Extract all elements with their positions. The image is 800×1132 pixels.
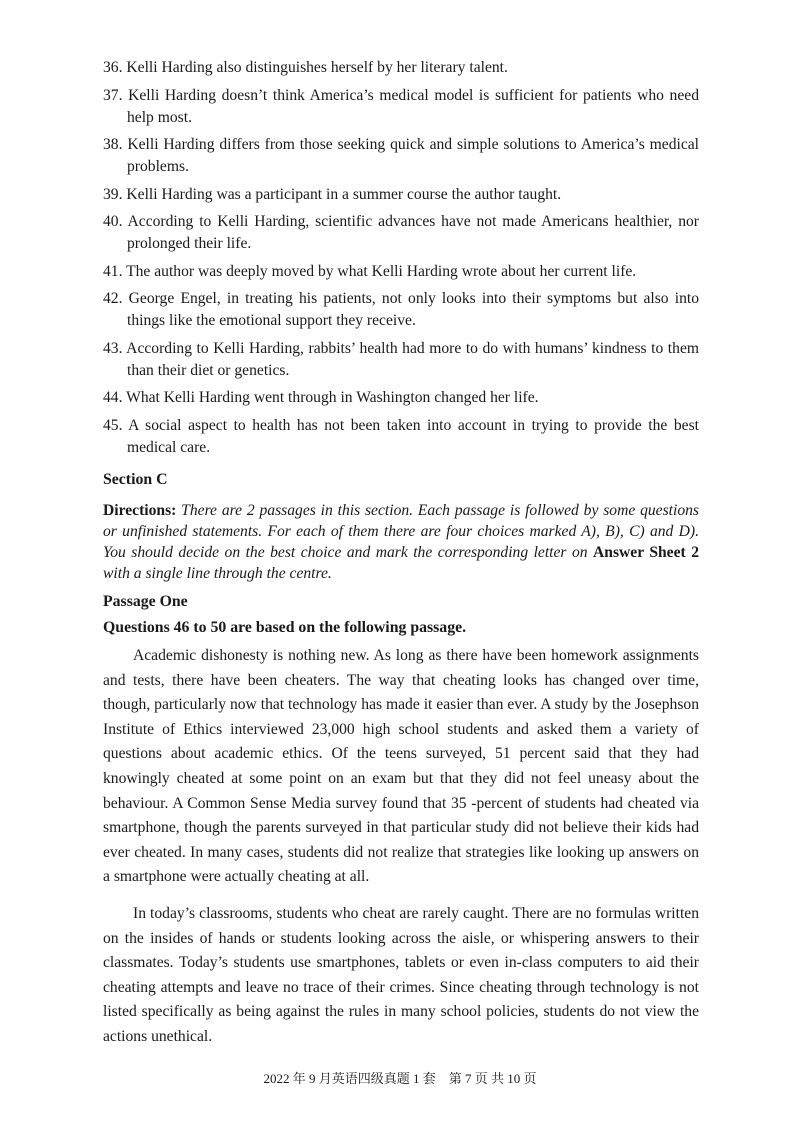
statement-36: 36. Kelli Harding also distinguishes herself by her literary talent. [103,59,508,76]
directions-label: Directions: [103,502,177,519]
directions-end: with a single line through the centre. [103,565,332,582]
answer-sheet-label: Answer Sheet 2 [593,544,699,561]
statement-44: 44. What Kelli Harding went through in Washington changed her life. [103,389,539,406]
statement-39: 39. Kelli Harding was a participant in a summer course the author taught. [103,185,562,203]
section-title: Section C [103,471,168,488]
statement-42: 42. George Engel, in treating his patients, not only looks into their symptoms but also into things like the emotional support they receive. [103,290,699,329]
paragraph-text: Academic dishonesty is nothing new. As long as there have been homework assignments and tests, there have been cheaters. The way that cheating looks has changed over time, though, particularly now that technology has made it easier than ever. A study by the Josephson Institute of Ethics interviewed 23,000 high school students and asked them a variety of questions about academic ethics. Of the teens surveyed, 51 percent said that they had knowingly cheated at some point on an exam but that they did not feel uneasy about the behaviour. A Common Sense Media survey found that 35 -percent of students had cheated via smartphone, though the parents surveyed in that particular study did not believe their kids had ever cheated. In many cases, students did not realize that strategies like looking up answers on a smartphone were actually cheating at all. [103,647,699,886]
questions-intro: Questions 46 to 50 are based on the following passage. [103,619,467,636]
statement-37: 37. Kelli Harding doesn’t think America’s medical model is sufficient for patients who need help most. [103,86,699,126]
statements-list [103,57,699,464]
passage-paragraph-2 [103,902,699,1050]
statement-45: 45. A social aspect to health has not been taken into account in trying to provide the best medical care. [103,416,699,456]
directions [103,500,699,584]
statement-40: 40. According to Kelli Harding, scientific advances have not made Americans healthier, nor prolonged their life. [103,213,699,252]
page-footer: 2022 年 9 月英语四级真题 1 套 第 7 页 共 10 页 [263,1071,537,1086]
statement-41: 41. The author was deeply moved by what Kelli Harding wrote about her current life. [103,262,637,280]
statement-43: 43. According to Kelli Harding, rabbits’ health had more to do with humans’ kindness to them than their diet or genetics. [103,339,699,379]
passage-title: Passage One [103,593,188,610]
statement-38: 38. Kelli Harding differs from those seeking quick and simple solutions to America’s medical problems. [103,136,699,175]
directions-text: There are 2 passages in this section. Each passage is followed by some questions or unfinished statements. For each of them there are four choices marked A), B), C) and D). You should decide on the best choice and mark the corresponding letter on [103,502,699,561]
paragraph-text: In today’s classrooms, students who cheat are rarely caught. There are no formulas written on the insides of hands or students looking across the aisle, or whispering answers to their classmates. Today’s students use smartphones, tablets or even in-class computers to aid their cheating attempts and leave no trace of their crimes. Since cheating through technology is not listed specifically as being against the rules in many school policies, students do not view the actions unethical. [103,905,699,1045]
passage-paragraph-1 [103,644,699,890]
